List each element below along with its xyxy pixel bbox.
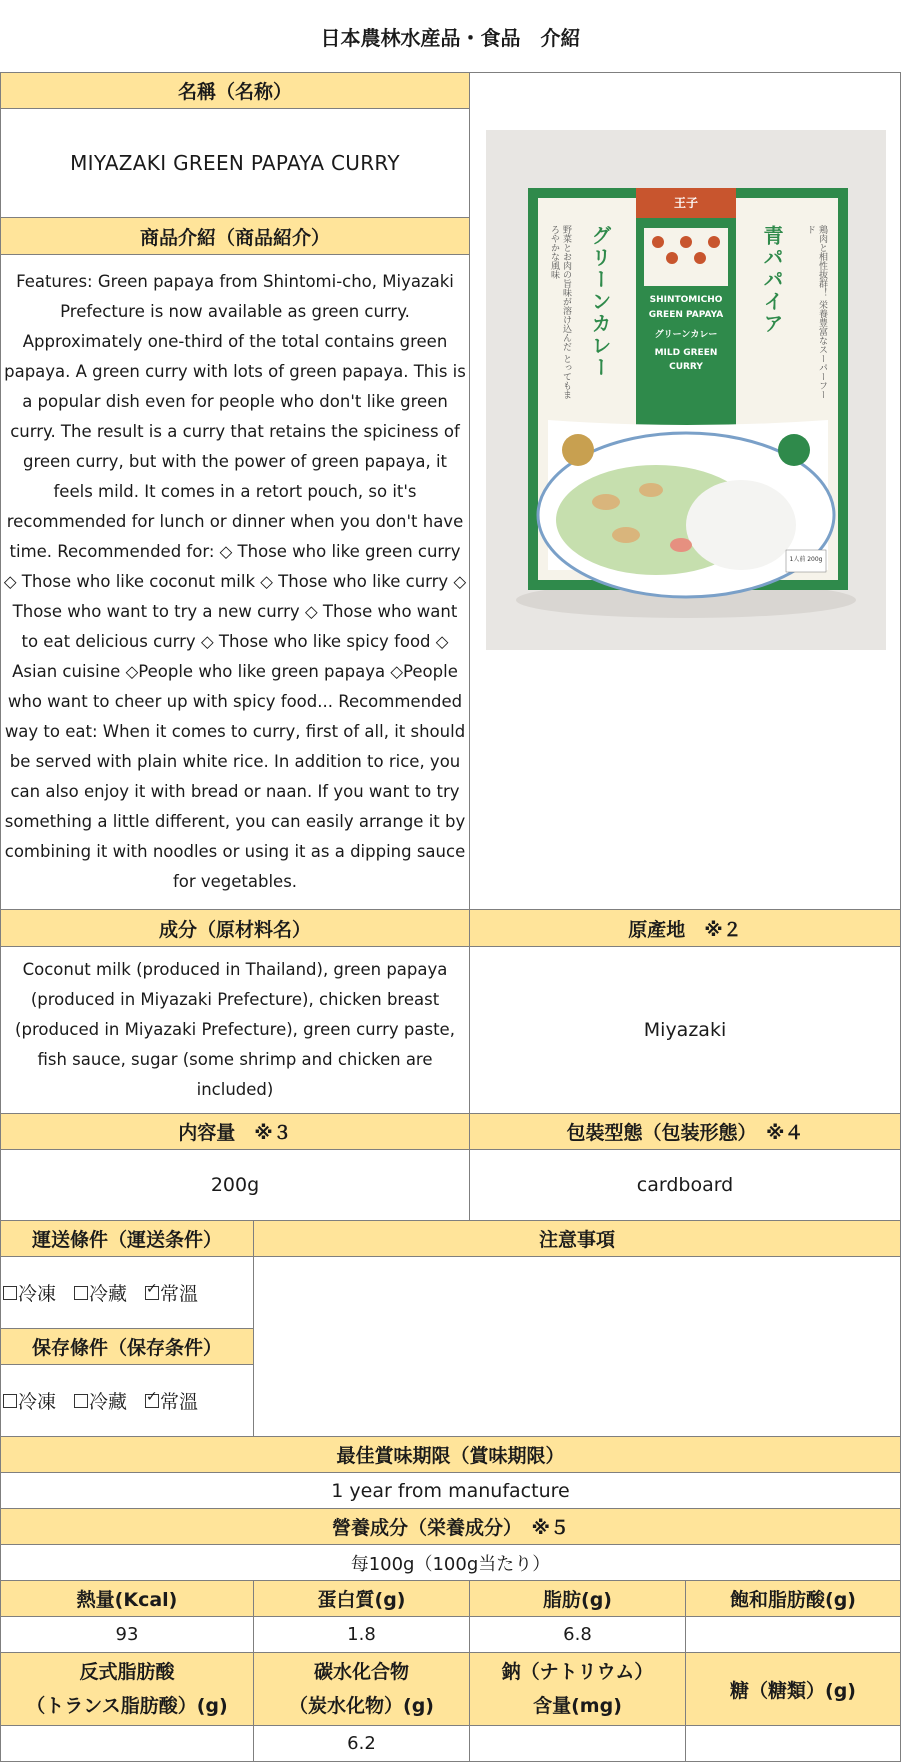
intro-text: Features: Green papaya from Shintomi-cho, Miyazaki Prefecture is now available as green curry. Approximately one-third of the total contains green papaya. A green curry with lots of green papaya. This is a popular dish even for people who don't like green curry. The result is a curry that retains the spiciness of green curry, but with the power of green papaya, it feels mild. It comes in a retort pouch, so it's recommended for lunch or dinner when you don't have time. Recommended for: ◇ Those who like green curry ◇ Those who like coconut milk ◇ Those who like curry ◇ Those who want to try a new curry ◇ Those who want to eat delicious curry ◇ Those who like spicy food ◇ Asian cuisine ◇People who like green papaya ◇People who want to cheer up with spicy food... Recommended way to eat: When it comes to curry, first of all, it should be served with plain white rice. In addition to rice, you can also enjoy it with bread or naan. If you want to try something a little different, you can easily arrange it by combining it with noodles or using it as a dipping sauce for vegetables. <box>0 254 470 910</box>
nutrition-energy-value: 93 <box>0 1616 254 1653</box>
option-label: 常溫 <box>160 1283 199 1305</box>
checkbox-icon[interactable] <box>3 1286 17 1300</box>
nutrition-carbohydrate-header <box>253 1652 470 1726</box>
storage-options <box>0 1364 254 1437</box>
transport-header: 運送條件（運送条件） <box>0 1220 254 1257</box>
box-vertical-left: グリーンカレー <box>588 225 612 379</box>
box-vertical-right: 青パパイア <box>760 225 784 335</box>
nutrition-sodium-header <box>469 1652 686 1726</box>
box-label-5: グリーンカレー <box>654 330 718 340</box>
checkbox-icon[interactable] <box>74 1286 88 1300</box>
origin-value: Miyazaki <box>469 946 901 1114</box>
transport-option-chilled[interactable] <box>74 1279 127 1306</box>
storage-header: 保存條件（保存条件） <box>0 1328 254 1365</box>
option-label: 冷藏 <box>89 1283 128 1305</box>
box-label-7: CURRY <box>669 362 703 372</box>
brand-mark: 王子 <box>673 196 698 210</box>
option-label: 冷凍 <box>18 1391 57 1413</box>
best-before-header: 最佳賞味期限（賞味期限） <box>0 1436 901 1473</box>
transport-option-frozen[interactable] <box>3 1279 56 1306</box>
nutrition-protein-header: 蛋白質(g) <box>253 1580 470 1617</box>
checkbox-checked-icon[interactable] <box>145 1286 159 1300</box>
header-line: （炭水化物）(g) <box>289 1695 434 1717</box>
checkbox-icon[interactable] <box>74 1394 88 1408</box>
ingredients-value: Coconut milk (produced in Thailand), green papaya (produced in Miyazaki Prefecture), chicken breast (produced in Miyazaki Prefecture), green curry paste, fish sauce, sugar (some shrimp and chicken are included) <box>0 946 470 1114</box>
box-label-6: MILD GREEN <box>654 348 718 358</box>
nutrition-trans-fat-value <box>0 1725 254 1762</box>
nutrition-per: 每100g（100g当たり） <box>0 1544 901 1581</box>
nutrition-carbohydrate-value: 6.2 <box>253 1725 470 1762</box>
header-line: （トランス脂肪酸）(g) <box>26 1695 228 1717</box>
content-header: 内容量 ※３ <box>0 1113 470 1150</box>
storage-option-frozen[interactable] <box>3 1387 56 1414</box>
transport-options <box>0 1256 254 1329</box>
nutrition-trans-fat-header <box>0 1652 254 1726</box>
page-title: 日本農林水産品・食品 介紹 <box>320 25 581 50</box>
option-label: 常溫 <box>160 1391 199 1413</box>
storage-option-chilled[interactable] <box>74 1387 127 1414</box>
checkbox-checked-icon[interactable] <box>145 1394 159 1408</box>
header-line: 鈉（ナトリウム） <box>501 1661 654 1683</box>
notes-header: 注意事項 <box>253 1220 901 1257</box>
origin-header: 原產地 ※２ <box>469 909 901 947</box>
nutrition-sodium-value <box>469 1725 686 1762</box>
header-line: 碳水化合物 <box>313 1661 409 1683</box>
nutrition-sugar-value <box>685 1725 901 1762</box>
nutrition-energy-header: 熱量(Kcal) <box>0 1580 254 1617</box>
option-label: 冷藏 <box>89 1391 128 1413</box>
checkbox-icon[interactable] <box>3 1394 17 1408</box>
packaging-value: cardboard <box>469 1149 901 1221</box>
nutrition-sugar-header <box>685 1652 901 1726</box>
box-side-copy-right: 鶏肉と相性抜群！ 栄養豊富なスーパーフード <box>805 225 827 399</box>
product-name: MIYAZAKI GREEN PAPAYA CURRY <box>0 108 470 218</box>
box-side-copy-left: 野菜とお肉の旨味が溶け込んだ とってもまろやかな風味 <box>549 225 571 399</box>
box-label-3: GREEN PAPAYA <box>648 310 724 320</box>
option-label: 冷凍 <box>18 1283 57 1305</box>
product-photo <box>486 130 886 650</box>
header-line: 糖（糖類）(g) <box>730 1679 856 1702</box>
nutrition-fat-value: 6.8 <box>469 1616 686 1653</box>
transport-option-ambient[interactable] <box>145 1279 198 1306</box>
box-label-1: SHINTOMICHO <box>649 295 723 305</box>
header-line: 含量(mg) <box>533 1695 622 1717</box>
notes-value <box>253 1256 901 1437</box>
box-weight: 1人前 200g <box>789 556 823 563</box>
header-line: 反式脂肪酸 <box>79 1661 175 1683</box>
packaging-header: 包裝型態（包装形態） ※４ <box>469 1113 901 1150</box>
best-before-value: 1 year from manufacture <box>0 1472 901 1509</box>
name-header: 名稱（名称） <box>0 72 470 109</box>
storage-option-ambient[interactable] <box>145 1387 198 1414</box>
nutrition-saturated-fat-header: 飽和脂肪酸(g) <box>685 1580 901 1617</box>
ingredients-header: 成分（原材料名） <box>0 909 470 947</box>
content-value: 200g <box>0 1149 470 1221</box>
intro-header: 商品介紹（商品紹介） <box>0 217 470 255</box>
nutrition-saturated-fat-value <box>685 1616 901 1653</box>
nutrition-fat-header: 脂肪(g) <box>469 1580 686 1617</box>
nutrition-protein-value: 1.8 <box>253 1616 470 1653</box>
nutrition-header: 營養成分（栄養成分） ※５ <box>0 1508 901 1545</box>
